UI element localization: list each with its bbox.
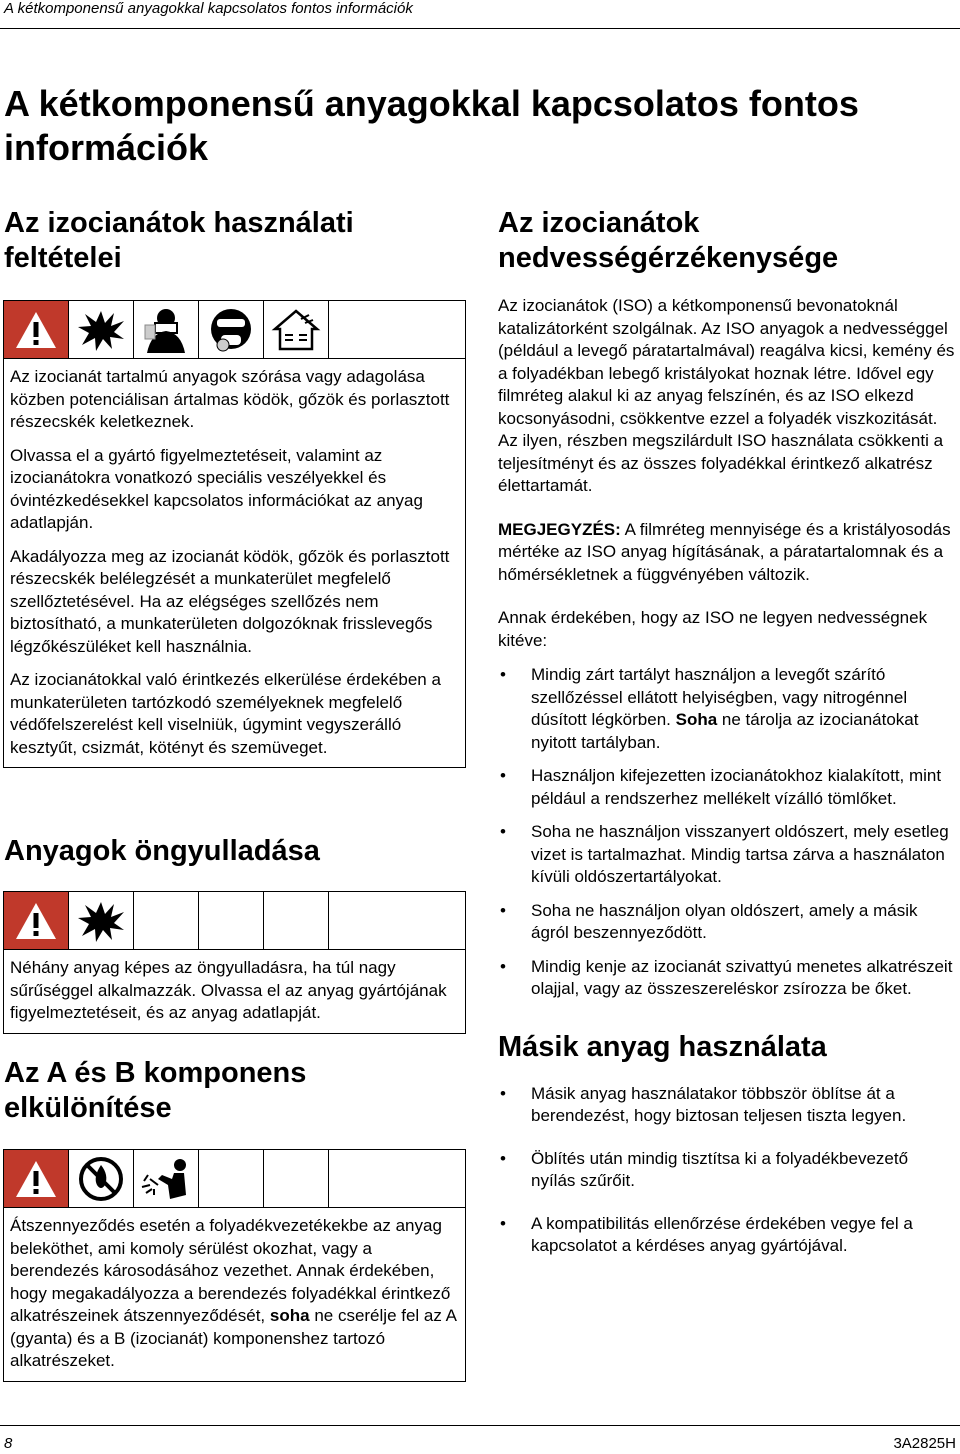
warning-icon-row xyxy=(4,1150,465,1208)
page-title: A kétkomponensű anyagokkal kapcsolatos fontos információk xyxy=(4,83,859,168)
warning-paragraph: Akadályozza meg az izocianát ködök, gőzök és porlasztott részecskék belélegzését a munkaterület megfelelő szellőztetésével. Ha az elégséges szellőzés nem biztosítható, a munkaterületen dolgozóknak frisslevegős légzőkészüléket kell használnia. xyxy=(10,546,450,656)
page-number: 8 xyxy=(4,1435,13,1452)
warning-triangle-icon xyxy=(4,1150,69,1207)
self-ignition-warning-text xyxy=(4,950,465,1033)
warning-text: Átszennyeződés esetén a folyadékvezetékekbe az anyag beleköthet, ami komoly sérülést okozhat, vagy a berendezés károsodásához vezethet. Annak érdekében, hogy megakadályozza a berendezés folyadékkal érintkező alkatrészeinek átszennyeződését, xyxy=(10,1216,451,1325)
list-text: Mindig zárt tartályt használjon a levegőt szárító szellőzéssel ellátott helyiségben, vagy nitrogénnel dúsított légkörben. xyxy=(531,665,908,729)
note-label: MEGJEGYZÉS: xyxy=(498,519,621,539)
document-number: 3A2825H xyxy=(893,1435,956,1452)
list-item: • Soha ne használjon visszanyert oldószert, mely esetleg vizet is tartalmazhat. Mindig tartsa zárva a használaton kívüli oldószertartályokat. xyxy=(498,821,956,889)
separation-warning-text xyxy=(4,1208,465,1381)
empty-icon-cell xyxy=(329,1150,394,1207)
list-item: • Soha ne használjon olyan oldószert, amely a másik ágról beszennyeződött. xyxy=(498,900,956,945)
iso-warning-text xyxy=(4,359,465,767)
emphasis-text: soha xyxy=(269,1306,310,1325)
warning-triangle-icon xyxy=(4,301,69,358)
empty-icon-cell xyxy=(264,1150,329,1207)
note-paragraph xyxy=(498,519,956,587)
no-fire-icon xyxy=(69,1150,134,1207)
section-title-other-material: Másik anyag használata xyxy=(498,1030,827,1063)
warning-icon-row xyxy=(4,892,465,950)
iso-warning-box xyxy=(3,300,466,768)
moisture-intro: Annak érdekében, hogy az ISO ne legyen nedvességnek kitéve: xyxy=(498,608,928,650)
list-item: • Másik anyag használatakor többször öblítse át a berendezést, hogy biztosan teljesen tiszta legyen. xyxy=(498,1083,956,1128)
warning-paragraph: Néhány anyag képes az öngyulladásra, ha túl nagy sűrűséggel alkalmazzák. Olvassa el az anyag gyártójának figyelmeztetéseit, és az anyag adatlapját. xyxy=(10,958,447,1022)
warning-paragraph: Olvassa el a gyártó figyelmeztetéseit, valamint az izocianátokra vonatkozó speciális veszélyekkel és óvintézkedésekkel kapcsolatos információkat az anyag adatlapján. xyxy=(10,445,423,532)
list-item: • A kompatibilitás ellenőrzése érdekében vegye fel a kapcsolatot a kérdéses anyag gyártójával. xyxy=(498,1213,956,1258)
separation-warning-box xyxy=(3,1149,466,1382)
warning-text: ne cserélje fel az A (gyanta) és a B (izocianát) komponenshez tartozó alkatrészeket. xyxy=(10,1306,457,1370)
empty-icon-cell xyxy=(329,301,394,358)
explosion-fumes-icon xyxy=(69,301,134,358)
running-header: A kétkomponensű anyagokkal kapcsolatos fontos információk xyxy=(4,0,413,17)
warning-paragraph: Az izocianátokkal való érintkezés elkerülése érdekében a munkaterületen tartózkodó személyeknek megfelelő védőfelszerelést kell viselniük, úgymint vegyszerálló kesztyűt, csizmát, kötényt és szemüveget. xyxy=(10,670,441,757)
list-item: • Mindig kenje az izocianát szivattyú menetes alkatrészeit olajjal, vagy az összeszereléskor zsírozza be őket. xyxy=(498,956,956,1001)
other-material-list xyxy=(498,1083,956,1258)
empty-icon-cell xyxy=(329,892,394,949)
section-title-separation: Az A és B komponens elkülönítése xyxy=(4,1057,307,1124)
warning-icon-row xyxy=(4,301,465,359)
explosion-fumes-icon xyxy=(69,892,134,949)
section-title-self-ignition: Anyagok öngyulladása xyxy=(4,835,320,867)
moisture-list xyxy=(498,664,956,1001)
section-title-moisture: Az izocianátok nedvességérzékenysége xyxy=(498,207,839,274)
empty-icon-cell xyxy=(264,892,329,949)
face-shield-icon xyxy=(199,301,264,358)
empty-icon-cell xyxy=(199,892,264,949)
emphasis-text: Soha xyxy=(675,710,718,729)
list-item: • Használjon kifejezetten izocianátokhoz kialakított, mint például a rendszerhez mellékelt vízálló tömlőket. xyxy=(498,765,956,810)
respirator-icon xyxy=(134,301,199,358)
right-column xyxy=(498,206,956,1269)
ventilation-house-icon xyxy=(264,301,329,358)
empty-icon-cell xyxy=(134,892,199,949)
footer-divider xyxy=(0,1425,960,1426)
warning-paragraph xyxy=(10,1215,457,1373)
list-item xyxy=(498,664,956,754)
injury-splash-icon xyxy=(134,1150,199,1207)
header-divider xyxy=(0,28,960,29)
warning-triangle-icon xyxy=(4,892,69,949)
moisture-paragraph: Az izocianátok (ISO) a kétkomponensű bevonatoknál katalizátorként szolgálnak. Az ISO anyagok a nedvességgel (például a levegő páratartalmával) reagálva kicsi, kemény és a folyadékban lebegő kristályokat hoznak létre. Idővel egy filmréteg alakul ki az anyag felszínén, és az ISO elkezd kocsonyásodni, csökkentve ezzel a folyadék viszkozitását. Az ilyen, részben megszilárdult ISO használata csökkenti a teljesítményt és az összes folyadékkal érintkező alkatrész élettartamát. xyxy=(498,296,955,495)
section-title-iso-conditions: Az izocianátok használati feltételei xyxy=(4,207,354,274)
list-text: ne tárolja az izocianátokat nyitott tartályban. xyxy=(531,710,919,752)
self-ignition-warning-box xyxy=(3,891,466,1034)
empty-icon-cell xyxy=(199,1150,264,1207)
list-item: • Öblítés után mindig tisztítsa ki a folyadékbevezető nyílás szűrőit. xyxy=(498,1148,956,1193)
warning-paragraph: Az izocianát tartalmú anyagok szórása vagy adagolása közben potenciálisan ártalmas ködök, gőzök és porlasztott részecskék keletkeznek. xyxy=(10,367,450,431)
note-text: A filmréteg mennyisége és a kristályosodás mértéke az ISO anyag hígításának, a páratartalomnak és a hőmérsékletnek a függvényében változik. xyxy=(498,519,951,584)
